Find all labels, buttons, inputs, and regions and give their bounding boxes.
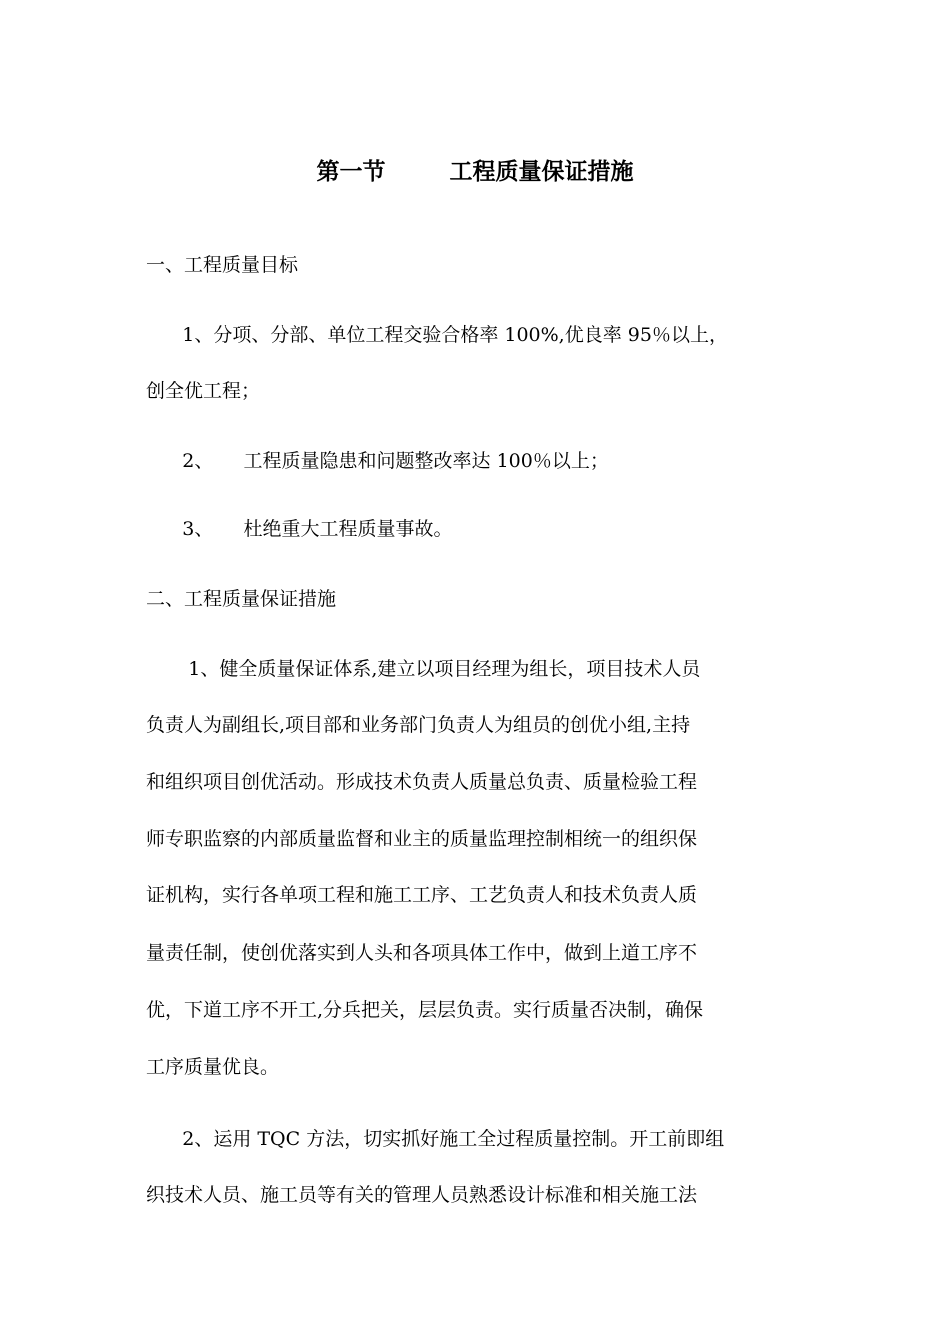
paragraph-line: 证机构，实行各单项工程和施工工序、工艺负责人和技术负责人质 <box>146 884 698 906</box>
heading-quality-measures: 二、工程质量保证措施 <box>146 588 337 610</box>
paragraph-line: 织技术人员、施工员等有关的管理人员熟悉设计标准和相关施工法 <box>146 1184 698 1206</box>
paragraph-line: 1、健全质量保证体系,建立以项目经理为组长，项目技术人员 <box>146 658 701 680</box>
paragraph-line: 2、 工程质量隐患和问题整改率达 100％以上； <box>146 450 609 472</box>
heading-quality-goals: 一、工程质量目标 <box>146 254 299 276</box>
paragraph-line: 量责任制，使创优落实到人头和各项具体工作中，做到上道工序不 <box>146 942 698 964</box>
section-title: 第一节 工程质量保证措施 <box>316 158 634 185</box>
paragraph-line: 师专职监察的内部质量监督和业主的质量监理控制相统一的组织保 <box>146 828 698 850</box>
paragraph-line: 1、分项、分部、单位工程交验合格率 100%,优良率 95％以上， <box>146 324 728 346</box>
paragraph-line: 负责人为副组长,项目部和业务部门负责人为组员的创优小组,主持 <box>146 714 691 736</box>
paragraph-line: 优，下道工序不开工,分兵把关，层层负责。实行质量否决制，确保 <box>146 999 704 1021</box>
paragraph-line: 3、 杜绝重大工程质量事故。 <box>146 518 453 540</box>
paragraph-line: 和组织项目创优活动。形成技术负责人质量总负责、质量检验工程 <box>146 771 698 793</box>
paragraph-line: 工序质量优良。 <box>146 1056 280 1078</box>
paragraph-line: 2、运用 TQC 方法，切实抓好施工全过程质量控制。开工前即组 <box>146 1128 725 1150</box>
paragraph-line: 创全优工程； <box>146 380 261 402</box>
